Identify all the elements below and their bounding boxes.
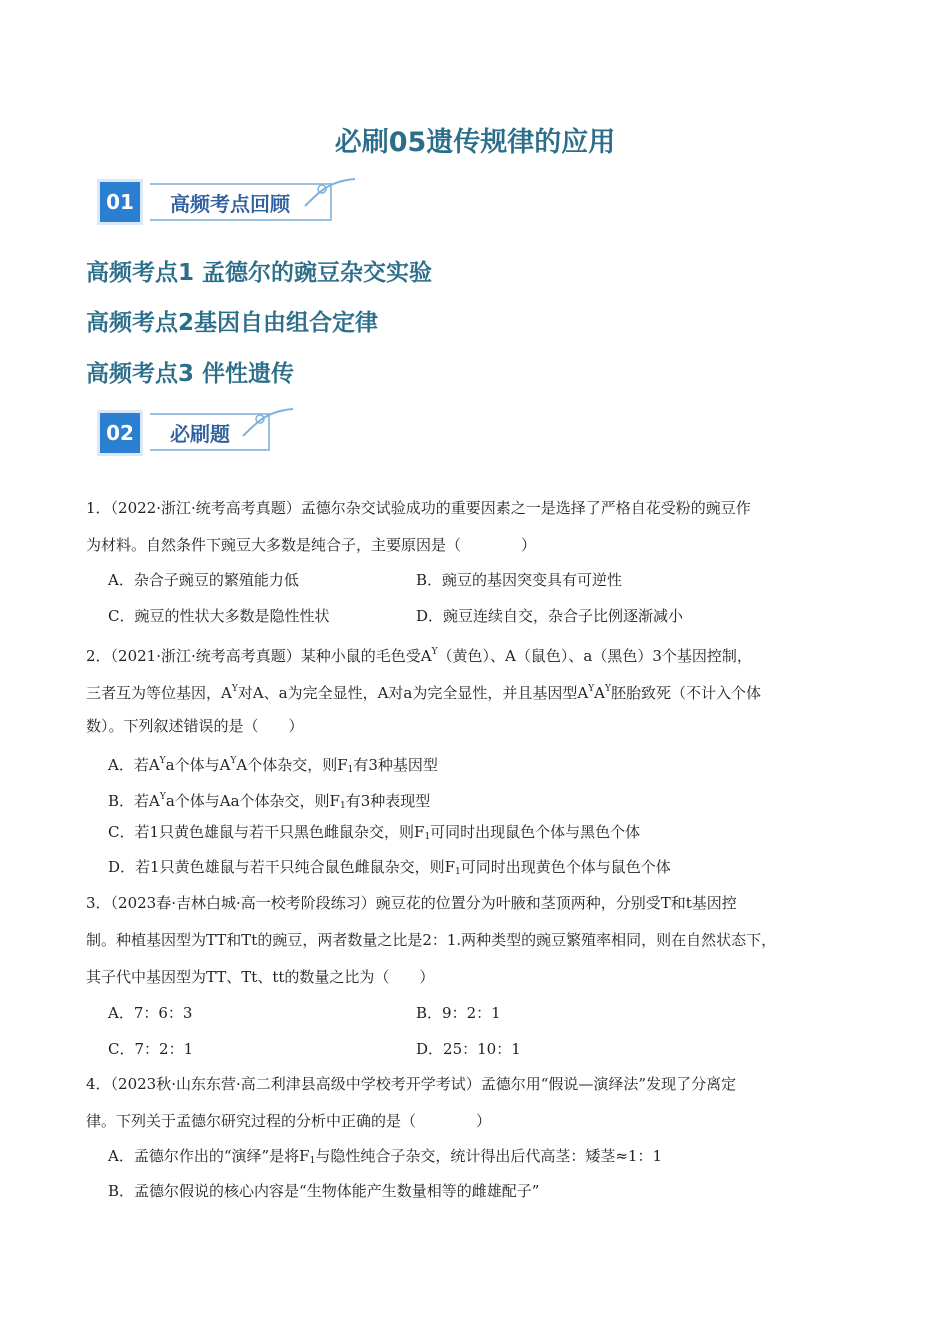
question-3-option-c: C．7：2：1 xyxy=(108,1040,194,1058)
key-point-3: 高频考点3 伴性遗传 xyxy=(86,361,295,387)
key-point-2: 高频考点2基因自由组合定律 xyxy=(86,310,379,336)
question-2-stem-line-2: 三者互为等位基因，$A^Y$对A、a为完全显性，A对a为完全显性，并且基因型$A^YA^Y$胚胎致死（不计入个体 xyxy=(86,684,761,702)
question-2-option-b: B．若$A^Ya$个体与Aa个体杂交，则$F_1$有3种表现型 xyxy=(108,792,431,811)
question-3-option-b: B．9：2：1 xyxy=(416,1004,501,1022)
question-3-option-a: A．7：6：3 xyxy=(108,1004,193,1022)
question-3-option-d: D．25：10：1 xyxy=(416,1040,521,1058)
question-3-stem-line-3: 其子代中基因型为TT、Tt、tt的数量之比为（ ） xyxy=(86,968,435,986)
question-1-option-c: C．豌豆的性状大多数是隐性性状 xyxy=(108,607,330,625)
question-2-stem-line-3: 数）。下列叙述错误的是（ ） xyxy=(86,717,304,735)
question-2-option-d: D．若1只黄色雄鼠与若干只纯合鼠色雌鼠杂交，则$F_1$可同时出现黄色个体与鼠色个体 xyxy=(108,858,671,877)
question-2-option-c: C．若1只黄色雄鼠与若干只黑色雌鼠杂交，则$F_1$可同时出现鼠色个体与黑色个体 xyxy=(108,823,641,842)
question-4-stem-line-2: 律。下列关于孟德尔研究过程的分析中正确的是（ ） xyxy=(86,1112,492,1130)
section-banner xyxy=(150,413,270,451)
question-3-stem-line-2: 制。种植基因型为TT和Tt的豌豆，两者数量之比是2：1.两种类型的豌豆繁殖率相同，则在自然状态下， xyxy=(86,931,777,949)
section-number-badge: 01 xyxy=(100,182,140,222)
ribbon-swirl-icon xyxy=(238,401,298,441)
section-label: 高频考点回顾 xyxy=(170,191,290,216)
question-3-stem-line-1: 3．（2023春·吉林白城·高一校考阶段练习）豌豆花的位置分为叶腋和茎顶两种，分别受T和t基因控 xyxy=(86,894,737,912)
section-label: 必刷题 xyxy=(170,421,230,446)
section-banner xyxy=(150,183,332,221)
question-4-option-a: A．孟德尔作出的“演绎”是将$F_1$与隐性纯合子杂交，统计得出后代高茎：矮茎≈1：1 xyxy=(108,1147,662,1166)
question-1-option-a: A．杂合子豌豆的繁殖能力低 xyxy=(108,571,299,589)
page-title: 必刷05遗传规律的应用 xyxy=(334,127,616,158)
question-1-option-d: D．豌豆连续自交，杂合子比例逐渐减小 xyxy=(416,607,684,625)
section-number-badge: 02 xyxy=(100,413,140,453)
ribbon-swirl-icon xyxy=(300,171,360,211)
question-2-stem-line-1: 2．（2021·浙江·统考高考真题）某种小鼠的毛色受$A^Y$（黄色）、A（鼠色）、a（黑色）3个基因控制， xyxy=(86,647,752,665)
question-4-option-b: B．孟德尔假说的核心内容是“生物体能产生数量相等的雌雄配子” xyxy=(108,1182,540,1200)
question-1-stem-line-1: 1．（2022·浙江·统考高考真题）孟德尔杂交试验成功的重要因素之一是选择了严格自花受粉的豌豆作 xyxy=(86,499,751,517)
question-1-stem-line-2: 为材料。自然条件下豌豆大多数是纯合子，主要原因是（ ） xyxy=(86,536,537,554)
question-1-option-b: B．豌豆的基因突变具有可逆性 xyxy=(416,571,623,589)
question-2-option-a: A．若$A^Ya$个体与$A^YA$个体杂交，则$F_1$有3种基因型 xyxy=(108,756,438,775)
question-4-stem-line-1: 4．（2023秋·山东东营·高二利津县高级中学校考开学考试）孟德尔用“假说—演绎法”发现了分离定 xyxy=(86,1075,737,1093)
key-point-1: 高频考点1 孟德尔的豌豆杂交实验 xyxy=(86,260,433,286)
